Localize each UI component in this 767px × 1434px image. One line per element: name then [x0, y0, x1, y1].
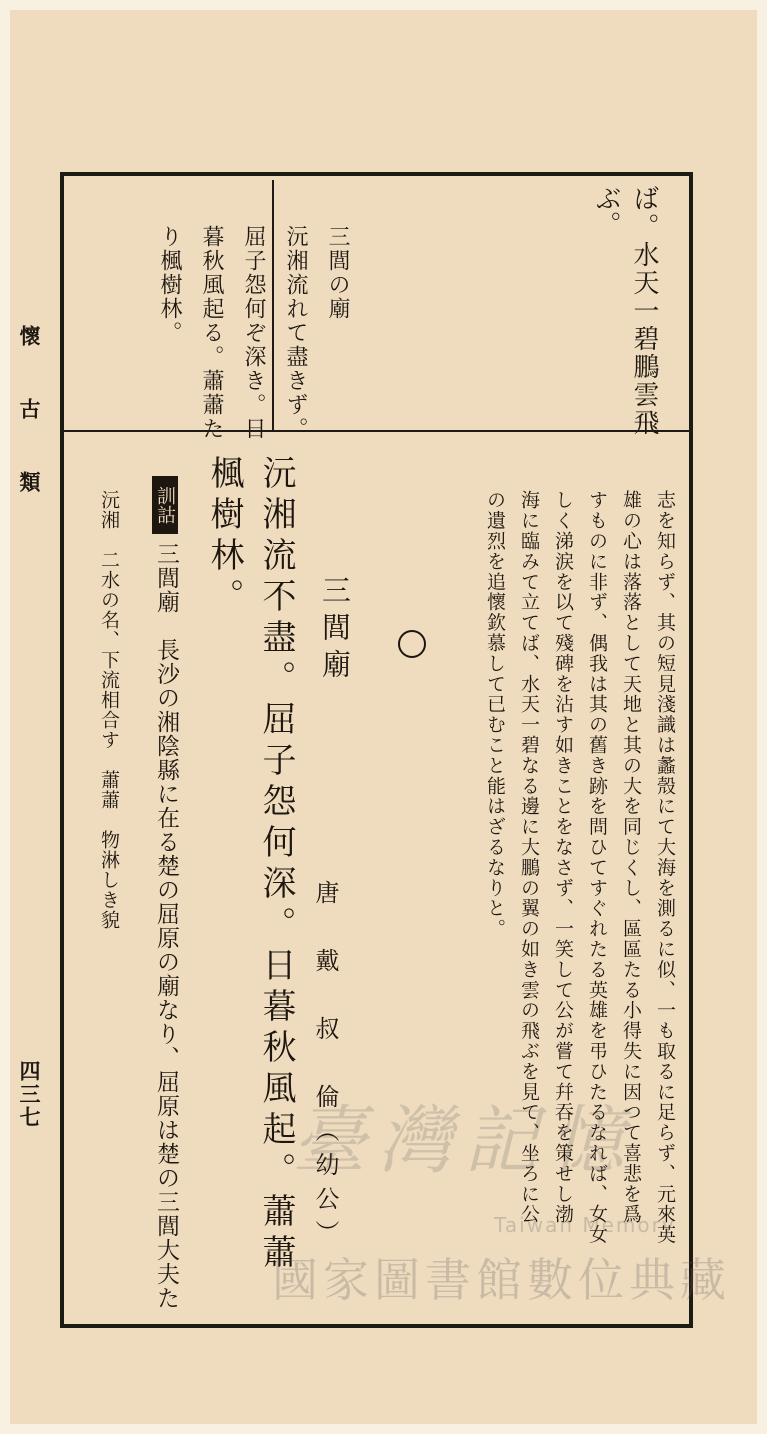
translation-line-5: り楓樹林。: [157, 225, 182, 345]
page-number: 四三七: [17, 1060, 42, 1129]
commentary-line-3: すものに非ず、偶我は其の舊き跡を問ひてすぐれたる英雄を弔ひたるなれば、女女: [586, 490, 608, 1245]
commentary-line-5: 海に臨みて立てば、水天一碧なる邊に大鵬の翼の如き雲の飛ぶを見て、坐ろに公: [518, 490, 540, 1225]
vertical-divider: [272, 180, 274, 430]
gloss-line-1: 三閭廟 長沙の湘陰縣に在る楚の屈原の廟なり、屈原は楚の三閭大夫た: [153, 542, 179, 1310]
poem-title: 三閭廟: [318, 575, 352, 686]
translation-line-3: 屈子怨何ぞ深き。日: [241, 225, 266, 441]
gloss-line-2: 沅湘 二水の名、下流相合す 蕭蕭 物淋しき貌: [98, 490, 120, 930]
commentary-line-4: しく涕涙を以て殘碑を沾す如きことをなさず、一笑して公が嘗て幷吞を策せし渤: [552, 490, 574, 1225]
commentary-line-6: の遺烈を追懷欽慕して已むこと能はざるなりと。: [484, 490, 506, 939]
poem-line-2: 楓樹林。: [204, 455, 244, 619]
section-circle-icon: [398, 630, 426, 658]
previous-box-line-1: ば。水天一碧鵬雲飛: [629, 185, 659, 437]
running-head: 懷古類: [17, 325, 42, 544]
gloss-label-badge: 訓詁: [152, 476, 178, 534]
previous-box-line-2: ぶ。: [591, 185, 621, 237]
translation-title: 三閭の廟: [325, 225, 350, 321]
watermark-org: 國家圖書館數位典藏: [272, 1253, 731, 1307]
watermark-sub: Taiwan Memory: [494, 1213, 676, 1237]
translation-line-2: 沅湘流れて盡きず。: [283, 225, 308, 441]
commentary-line-1: 志を知らず、其の短見淺識は蠡殼にて大海を測るに似、一も取るに足らず、元來英: [654, 490, 676, 1245]
commentary-line-2: 雄の心は落落として天地と其の大を同じくし、區區たる小得失に因つて喜悲を爲: [620, 490, 642, 1225]
watermark-main: 臺灣記憶: [292, 1098, 636, 1184]
horizontal-divider: [62, 430, 691, 432]
poem-line-1: 沅湘流不盡。屈子怨何深。日暮秋風起。蕭蕭: [256, 455, 296, 1275]
translation-line-4: 暮秋風起る。蕭蕭た: [199, 225, 224, 441]
poem-author: 唐 戴 叔 倫（幼公）: [311, 880, 339, 1254]
